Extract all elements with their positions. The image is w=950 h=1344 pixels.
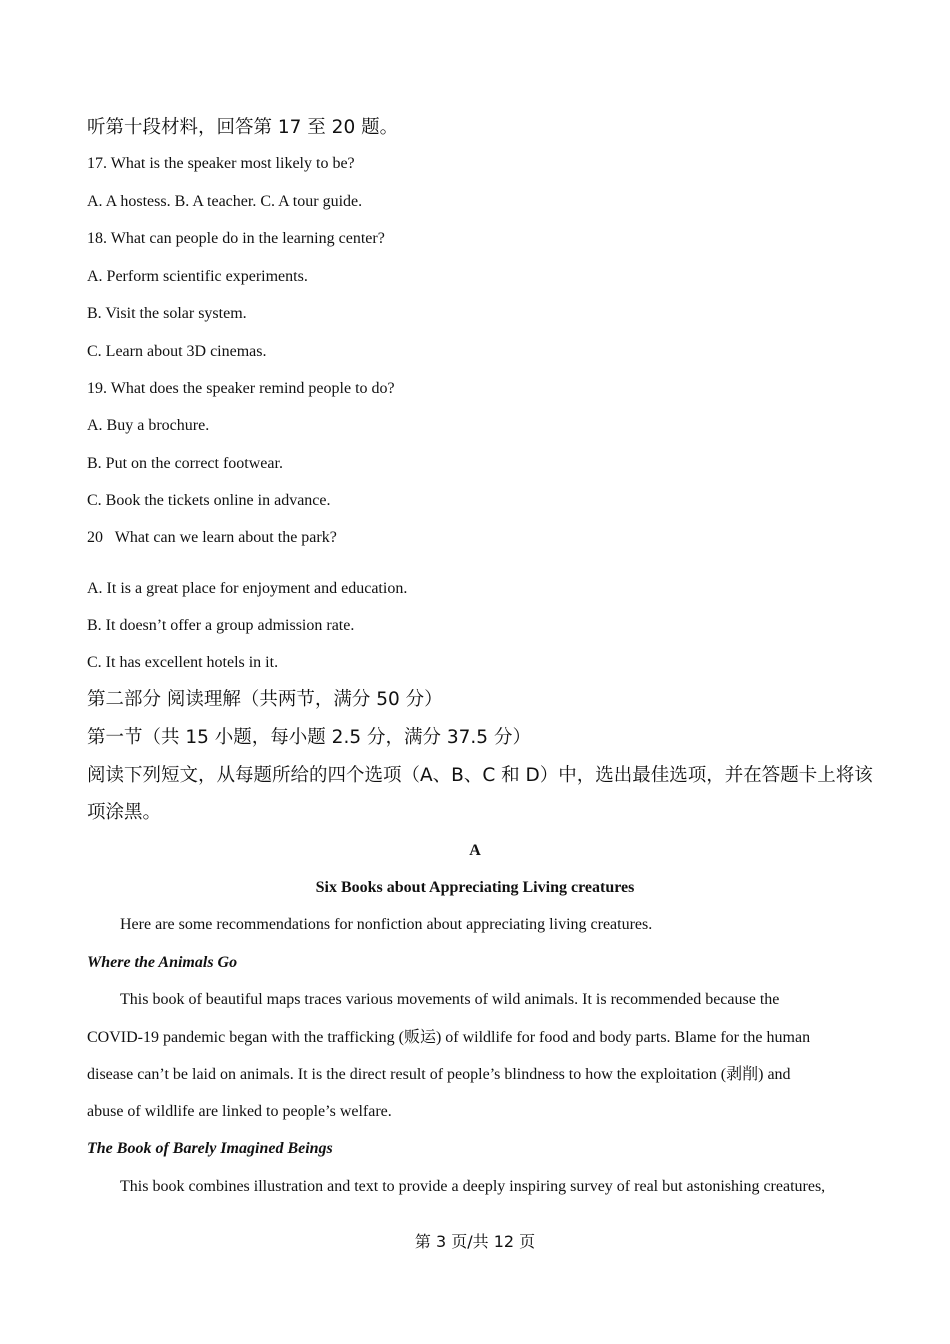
- question-19-option-a: A. Buy a brochure.: [87, 417, 210, 434]
- question-18-option-b: B. Visit the solar system.: [87, 305, 247, 322]
- book-1-line-2: COVID-19 pandemic began with the trafficking (贩运) of wildlife for food and body parts. Blame for the human: [87, 1029, 811, 1046]
- book-2-title: The Book of Barely Imagined Beings: [87, 1140, 333, 1157]
- question-17-options: A. A hostess. B. A teacher. C. A tour guide.: [87, 193, 363, 210]
- book-1-title: Where the Animals Go: [87, 954, 238, 971]
- book-1-line-4: abuse of wildlife are linked to people’s welfare.: [87, 1103, 392, 1120]
- section-one-title: 第一节（共 15 小题，每小题 2.5 分，满分 37.5 分）: [87, 727, 531, 748]
- question-18-option-c: C. Learn about 3D cinemas.: [87, 343, 267, 360]
- book-1-line-3: disease can’t be laid on animals. It is the direct result of people’s blindness to how the exploitation (剥削) and: [87, 1066, 791, 1083]
- part-two-title: 第二部分 阅读理解（共两节，满分 50 分）: [87, 689, 443, 710]
- question-20-option-c: C. It has excellent hotels in it.: [87, 654, 279, 671]
- question-19-option-c: C. Book the tickets online in advance.: [87, 492, 331, 509]
- question-18-option-a: A. Perform scientific experiments.: [87, 268, 308, 285]
- passage-title: Six Books about Appreciating Living creatures: [315, 879, 635, 896]
- page-number: 第 3 页/共 12 页: [414, 1232, 536, 1251]
- question-20-option-b: B. It doesn’t offer a group admission rate.: [87, 617, 355, 634]
- question-19-option-b: B. Put on the correct footwear.: [87, 455, 283, 472]
- question-18-stem: 18. What can people do in the learning center?: [87, 230, 385, 247]
- section-10-heading: 听第十段材料，回答第 17 至 20 题。: [87, 117, 399, 138]
- question-19-stem: 19. What does the speaker remind people to do?: [87, 380, 395, 397]
- question-17-stem: 17. What is the speaker most likely to be?: [87, 155, 355, 172]
- question-20-stem: 20 What can we learn about the park?: [87, 529, 337, 546]
- passage-label: A: [469, 842, 481, 859]
- question-20-option-a: A. It is a great place for enjoyment and education.: [87, 580, 408, 597]
- book-1-line-1: This book of beautiful maps traces various movements of wild animals. It is recommended because the: [120, 991, 780, 1008]
- book-2-line-1: This book combines illustration and text to provide a deeply inspiring survey of real but astonishing creatures,: [120, 1178, 826, 1195]
- reading-instruction: 阅读下列短文，从每题所给的四个选项（A、B、C 和 D）中，选出最佳选项，并在答题卡上将该项涂黑。: [87, 765, 873, 823]
- passage-intro: Here are some recommendations for nonfiction about appreciating living creatures.: [120, 916, 653, 933]
